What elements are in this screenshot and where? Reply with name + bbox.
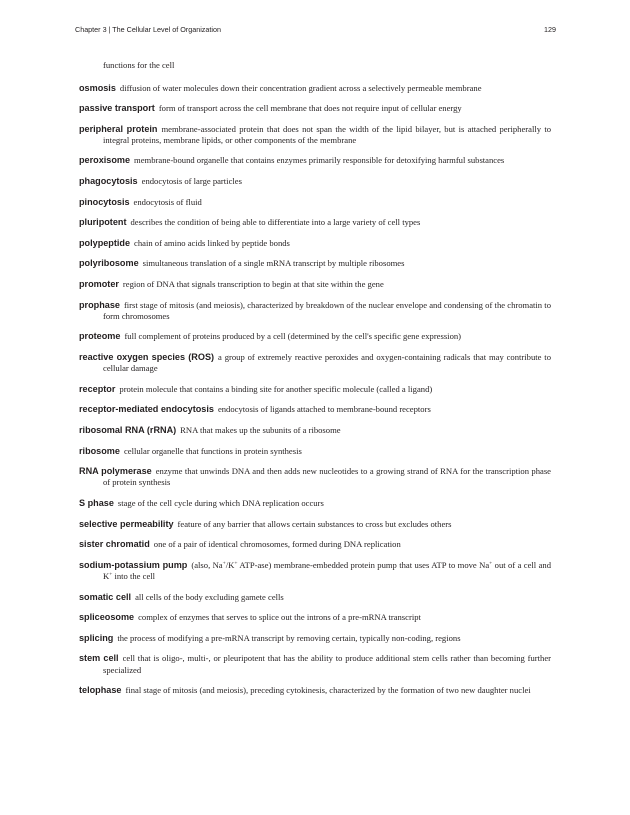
glossary-definition: membrane-bound organelle that contains enzymes primarily responsible for detoxifying harmful substances	[134, 155, 505, 166]
definition-fragment: out of a cell and K	[103, 559, 551, 581]
glossary-entry	[79, 404, 551, 415]
glossary-entry	[79, 155, 551, 166]
glossary-entry	[79, 300, 551, 322]
glossary-definition: enzyme that unwinds DNA and then adds new nucleotides to a growing strand of RNA for the transcription phase of protein synthesis	[103, 466, 551, 488]
glossary-entry	[79, 685, 551, 696]
continued-definition: functions for the cell	[103, 60, 175, 70]
glossary-entries	[79, 83, 551, 697]
glossary-term: selective permeability	[79, 518, 174, 529]
glossary-entry	[79, 612, 551, 623]
glossary-definition: diffusion of water molecules down their concentration gradient across a selectively permeable membrane	[119, 82, 482, 93]
glossary-definition: all cells of the body excluding gamete cells	[135, 591, 284, 602]
glossary-term: peripheral protein	[79, 123, 158, 134]
glossary-entry	[79, 498, 551, 509]
glossary-entry	[79, 103, 551, 114]
glossary-definition: final stage of mitosis (and meiosis), preceding cytokinesis, characterized by the formation of two new daughter nuclei	[125, 685, 531, 696]
glossary-entry	[79, 653, 551, 675]
glossary-definition: complex of enzymes that serves to splice out the introns of a pre-mRNA transcript	[138, 612, 421, 623]
charge-superscript: +	[222, 560, 226, 567]
glossary-definition: cellular organelle that functions in protein synthesis	[123, 445, 302, 456]
page-number: 129	[544, 25, 556, 34]
glossary-entry	[79, 258, 551, 269]
glossary-entry	[79, 384, 551, 395]
glossary-entry	[79, 519, 551, 530]
glossary-term: polypeptide	[79, 237, 131, 248]
glossary-definition: endocytosis of large particles	[141, 176, 242, 187]
glossary-entry	[79, 466, 551, 488]
glossary-term: ribosomal RNA (rRNA)	[79, 425, 177, 436]
glossary-term: ribosome	[79, 445, 120, 456]
glossary-entry	[79, 560, 551, 582]
glossary-term: proteome	[79, 331, 121, 342]
glossary-list	[79, 60, 551, 706]
glossary-entry	[79, 279, 551, 290]
glossary-term: osmosis	[79, 82, 116, 93]
charge-superscript: +	[489, 560, 493, 567]
charge-superscript: +	[109, 571, 113, 578]
glossary-definition: one of a pair of identical chromosomes, formed during DNA replication	[153, 539, 401, 550]
definition-fragment: ATP-ase) membrane-embedded protein pump that uses ATP to move Na	[237, 559, 490, 570]
glossary-definition: region of DNA that signals transcription to begin at that site within the gene	[122, 279, 384, 290]
glossary-term: prophase	[79, 299, 120, 310]
glossary-entry	[79, 217, 551, 228]
glossary-definition: chain of amino acids linked by peptide bonds	[134, 237, 290, 248]
glossary-entry	[79, 197, 551, 208]
glossary-definition: membrane-associated protein that does not span the width of the lipid bilayer, but is attached peripherally to integral proteins, membrane lipids, or other components of the membrane	[103, 123, 552, 145]
definition-fragment: into the cell	[112, 570, 156, 581]
glossary-term: polyribosome	[79, 258, 139, 269]
glossary-entry	[79, 633, 551, 644]
glossary-term: stem cell	[79, 653, 119, 664]
glossary-term: RNA polymerase	[79, 466, 152, 477]
glossary-definition: stage of the cell cycle during which DNA replication occurs	[117, 498, 324, 508]
glossary-term: spliceosome	[79, 612, 135, 623]
glossary-term: peroxisome	[79, 155, 131, 166]
glossary-definition: full complement of proteins produced by a cell (determined by the cell's specific gene expression)	[124, 331, 462, 342]
glossary-term: pluripotent	[79, 217, 127, 228]
chapter-title: Chapter 3 | The Cellular Level of Organization	[75, 25, 221, 34]
glossary-entry	[79, 352, 551, 374]
charge-superscript: +	[234, 560, 238, 567]
glossary-definition: endocytosis of ligands attached to membrane-bound receptors	[217, 404, 431, 415]
glossary-term: splicing	[79, 632, 114, 643]
glossary-definition: feature of any barrier that allows certain substances to cross but excludes others	[177, 518, 452, 529]
glossary-definition: simultaneous translation of a single mRNA transcript by multiple ribosomes	[142, 258, 405, 269]
glossary-definition: first stage of mitosis (and meiosis), characterized by breakdown of the nuclear envelope and condensing of the chromatin to form chromosomes	[103, 299, 551, 321]
glossary-entry	[79, 124, 551, 146]
glossary-entry	[79, 331, 551, 342]
glossary-definition: endocytosis of fluid	[133, 196, 202, 207]
glossary-entry	[79, 425, 551, 436]
glossary-definition: form of transport across the cell membrane that does not require input of cellular energy	[158, 103, 462, 114]
glossary-term: somatic cell	[79, 591, 132, 602]
glossary-term: S phase	[79, 498, 114, 508]
glossary-definition: RNA that makes up the subunits of a ribosome	[180, 425, 341, 436]
glossary-term: receptor-mediated endocytosis	[79, 404, 214, 415]
glossary-term: promoter	[79, 279, 119, 290]
definition-fragment: /K	[225, 559, 235, 570]
glossary-term: passive transport	[79, 103, 155, 114]
glossary-term: pinocytosis	[79, 196, 130, 207]
definition-fragment: (also, Na	[191, 559, 223, 570]
glossary-term: receptor	[79, 383, 116, 394]
glossary-entry	[79, 446, 551, 457]
glossary-entry	[79, 238, 551, 249]
glossary-definition: the process of modifying a pre-mRNA transcript by removing certain, typically non-coding, regions	[117, 632, 461, 643]
glossary-entry	[79, 592, 551, 603]
glossary-term: reactive oxygen species (ROS)	[79, 352, 215, 363]
glossary-term: sister chromatid	[79, 539, 150, 550]
glossary-definition: cell that is oligo-, multi-, or pleuripotent that has the ability to produce additional stem cells rather than becoming further specialized	[103, 653, 551, 675]
glossary-definition: protein molecule that contains a binding site for another specific molecule (called a ligand)	[119, 383, 433, 394]
glossary-term: sodium-potassium pump	[79, 559, 188, 570]
glossary-entry	[79, 539, 551, 550]
glossary-entry	[79, 83, 551, 94]
glossary-term: phagocytosis	[79, 176, 138, 187]
glossary-term: telophase	[79, 685, 122, 696]
glossary-definition: a group of extremely reactive peroxides and oxygen-containing radicals that may contribute to cellular damage	[103, 352, 551, 374]
glossary-definition: describes the condition of being able to differentiate into a large variety of cell types	[130, 217, 421, 228]
glossary-entry	[79, 176, 551, 187]
